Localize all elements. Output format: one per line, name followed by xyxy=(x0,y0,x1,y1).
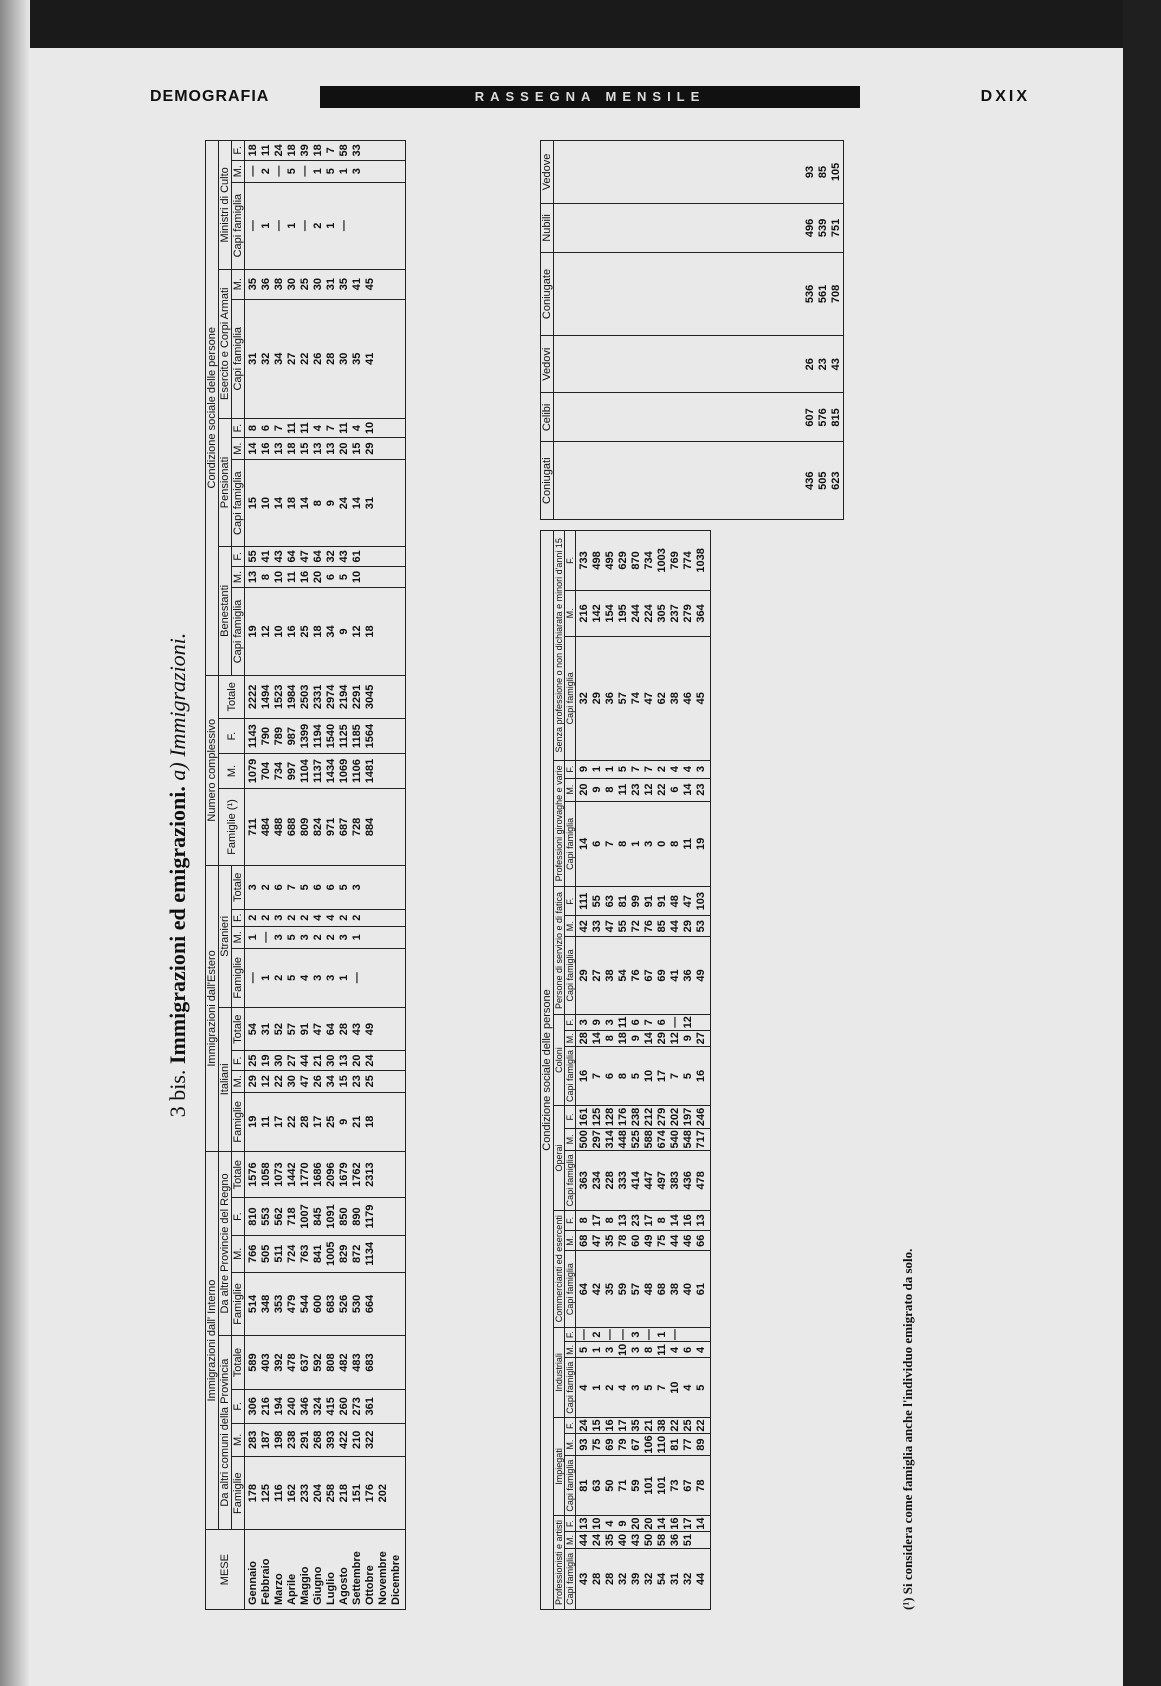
col-f: F. xyxy=(232,909,245,926)
col-f: F. xyxy=(232,1198,245,1235)
civil-status-table xyxy=(540,140,844,520)
c2: Capi famiglia xyxy=(565,1358,576,1418)
h-industriali: Industriali xyxy=(554,1327,565,1417)
h-senza: Senza professione o non dichiarata e minori d'anni 15 xyxy=(554,531,565,761)
h-impiegati: Impiegati xyxy=(554,1417,565,1515)
c2: Capi famiglia xyxy=(565,1456,576,1516)
cell: 16 7 6 8 5 10 17 7 5 16 xyxy=(576,1046,711,1106)
col-m: M. xyxy=(232,1235,245,1272)
scan-right-edge xyxy=(1123,0,1161,1686)
cell-b-capi: 19 12 10 16 25 18 34 9 12 18 xyxy=(245,588,406,675)
cell: 4 1 2 4 3 5 7 10 4 5 xyxy=(576,1358,711,1418)
c2: Capi famiglia xyxy=(565,1548,576,1609)
c2: F. xyxy=(565,887,576,916)
c2: M. xyxy=(565,778,576,801)
cell: 8 17 8 13 23 17 8 14 16 13 xyxy=(576,1210,711,1230)
header-n-m: M. xyxy=(219,754,245,789)
cell: 5 1 3 10 3 8 11 4 6 4 xyxy=(576,1342,711,1358)
col-m: M. xyxy=(232,269,245,299)
cell-celibi: 607 576 815 xyxy=(554,393,844,442)
h-prof: Professionisti e artisti xyxy=(554,1515,565,1609)
cell: 32 29 36 57 74 47 62 38 46 45 xyxy=(576,637,711,761)
title-italic: a) Immigrazioni. xyxy=(165,632,190,781)
col-f: F. xyxy=(232,418,245,437)
c2: F. xyxy=(565,760,576,778)
cell: 43 28 28 32 39 32 54 31 32 44 xyxy=(576,1548,711,1609)
cell-i-tot: 54 31 52 57 91 47 64 28 43 49 xyxy=(245,1007,406,1051)
c2: M. xyxy=(565,590,576,636)
cell-b-m: 13 8 10 11 16 20 6 5 10 xyxy=(245,566,406,588)
cell-pe-capi: 15 10 14 18 14 8 9 24 14 31 xyxy=(245,460,406,547)
cell: 44 24 35 40 43 50 58 36 51 xyxy=(576,1532,711,1548)
cell: 3 9 3 11 6 7 6 — 12 xyxy=(576,1014,711,1030)
c2: F. xyxy=(565,1327,576,1342)
cell-i-m: 29 12 22 30 47 26 34 15 23 25 xyxy=(245,1070,406,1092)
cell: 733 498 495 629 870 734 1003 769 774 1038 xyxy=(576,531,711,591)
cell: 93 75 69 79 67 106 110 81 77 89 xyxy=(576,1433,711,1455)
col-tot: Totale xyxy=(232,865,245,909)
h-celibi: Celibi xyxy=(541,393,554,442)
footnote: (¹) Si considera come famiglia anche l'individuo emigrato da solo. xyxy=(900,1248,915,1610)
col-f: F. xyxy=(232,547,245,566)
header-pensionati: Pensionati xyxy=(219,418,232,546)
c2: M. xyxy=(565,1342,576,1358)
cell: 64 42 35 59 57 48 68 38 40 61 xyxy=(576,1251,711,1327)
cell: 14 6 7 8 1 3 0 8 11 19 xyxy=(576,801,711,887)
cell-mi-capi: — 1 — 1 — 2 1 — xyxy=(245,182,406,269)
h-coniugati: Coniugati xyxy=(541,442,554,520)
scan-top-edge xyxy=(0,0,1161,48)
cell: 68 47 35 78 60 49 75 44 46 66 xyxy=(576,1231,711,1251)
cell-e-m: 35 36 38 30 25 30 31 35 41 45 xyxy=(245,269,406,299)
cell-p-fam: 514 348 353 479 544 600 683 526 530 664 xyxy=(245,1272,406,1335)
h-coloni: Coloni xyxy=(554,1014,565,1106)
col-capi: Capi famiglia xyxy=(232,460,245,547)
h-operai: Operai xyxy=(554,1106,565,1210)
cell: 13 10 4 9 20 20 14 16 17 14 xyxy=(576,1515,711,1531)
cell-e-capi: 31 32 34 27 22 26 28 30 35 41 xyxy=(245,299,406,418)
cell-s-tot: 3 2 6 7 5 6 6 5 3 xyxy=(245,865,406,909)
cell-vedove: 93 85 105 xyxy=(554,141,844,204)
t2-group-header: Condizione sociale delle persone xyxy=(541,531,554,1610)
col-tot: Totale xyxy=(232,1151,245,1198)
immigration-table xyxy=(205,140,406,1610)
col-fam: Famiglie xyxy=(232,1092,245,1151)
c2: M. xyxy=(565,1231,576,1251)
col-capi: Capi famiglia xyxy=(232,299,245,418)
cell-s-f: 2 2 3 2 2 4 4 2 2 xyxy=(245,909,406,926)
cell: 81 63 50 71 59 101 101 73 67 78 xyxy=(576,1456,711,1516)
header-province: Da altre Provincie del Regno xyxy=(219,1151,232,1335)
col-m: M. xyxy=(232,1070,245,1092)
header-esercito: Esercito e Corpi Armati xyxy=(219,269,232,418)
c2: Capi famiglia xyxy=(565,1046,576,1106)
h-giornata: Professioni girovaghe e varie xyxy=(554,760,565,887)
cell-c-fam: 178 125 116 162 233 204 258 218 151 176 202 xyxy=(245,1457,406,1530)
cell-mi-m: — 2 — 5 — 1 5 1 3 xyxy=(245,160,406,182)
c2: F. xyxy=(565,1106,576,1128)
c2: M. xyxy=(565,916,576,937)
cell-b-f: 55 41 43 64 47 64 32 43 61 xyxy=(245,547,406,566)
cell-i-f: 25 19 30 27 44 21 30 13 20 24 xyxy=(245,1051,406,1070)
cell: 29 27 38 54 76 67 69 41 36 49 xyxy=(576,937,711,1015)
c2: Capi famiglia xyxy=(565,1251,576,1327)
cell-c-m: 283 187 198 238 291 268 393 422 210 322 xyxy=(245,1423,406,1457)
cell-mi-f: 18 11 24 18 39 18 7 58 33 xyxy=(245,141,406,161)
c2: M. xyxy=(565,1030,576,1046)
c2: Capi famiglia xyxy=(565,937,576,1015)
col-tot: Totale xyxy=(232,1007,245,1051)
h-servizio: Persone di servizio e di fatica xyxy=(554,887,565,1015)
header-benestanti: Benestanti xyxy=(219,547,232,675)
mese-header: MESE xyxy=(206,1530,245,1610)
header-condizione: Condizione sociale delle persone xyxy=(206,141,219,676)
h-coniugate: Coniugate xyxy=(541,252,554,335)
header-stranieri: Stranieri xyxy=(219,865,232,1007)
cell: 111 55 63 81 99 91 91 48 47 103 xyxy=(576,887,711,916)
col-capi: Capi famiglia xyxy=(232,182,245,269)
rotated-table-page xyxy=(165,140,935,1610)
col-f: F. xyxy=(232,141,245,161)
cell-pe-f: 8 6 7 11 11 4 7 11 4 10 xyxy=(245,418,406,437)
cell-nubili: 496 539 751 xyxy=(554,203,844,252)
cell: — 2 — — 3 — 1 — xyxy=(576,1327,711,1342)
header-ministri: Ministri di Culto xyxy=(219,141,232,270)
cell: 500 297 314 448 525 588 674 540 548 717 xyxy=(576,1128,711,1150)
col-fam: Famiglie xyxy=(232,1457,245,1530)
cell-c-tot: 589 403 392 478 637 592 808 482 483 683 xyxy=(245,1336,406,1390)
cell-c-f: 306 216 194 240 346 324 415 260 273 361 xyxy=(245,1390,406,1424)
h-commercianti: Commercianti ed esercenti xyxy=(554,1210,565,1327)
cell-pe-m: 14 16 13 18 15 13 13 20 15 29 xyxy=(245,438,406,460)
cell: 216 142 154 195 244 224 305 237 279 364 xyxy=(576,590,711,636)
c2: M. xyxy=(565,1433,576,1455)
cell: 24 15 16 17 35 21 38 22 25 22 xyxy=(576,1417,711,1433)
col-fam: Famiglie xyxy=(232,948,245,1007)
cell-coniugati: 436 505 623 xyxy=(554,442,844,520)
section-title: DEMOGRAFIA xyxy=(150,88,270,105)
col-tot: Totale xyxy=(232,1336,245,1390)
c2: F. xyxy=(565,1515,576,1531)
col-m: M. xyxy=(232,160,245,182)
cell-i-fam: 19 11 17 22 28 17 25 9 21 18 xyxy=(245,1092,406,1151)
cell-n-fam: 711 484 488 688 809 824 971 687 728 884 xyxy=(245,788,406,865)
cell: 20 9 8 11 23 12 22 6 14 23 xyxy=(576,778,711,801)
scan-left-edge xyxy=(0,0,30,1686)
col-m: M. xyxy=(232,438,245,460)
header-n-tot: Totale xyxy=(219,675,245,719)
cell: 161 125 128 176 238 212 279 202 197 246 xyxy=(576,1106,711,1128)
cell-p-f: 810 553 562 718 1007 845 1091 850 890 1179 xyxy=(245,1198,406,1235)
cell-p-m: 766 505 511 724 763 841 1005 829 872 1134 xyxy=(245,1235,406,1272)
c2: Capi famiglia xyxy=(565,637,576,761)
header-estero: Immigrazioni dall'Estero xyxy=(206,865,219,1151)
header-famiglie-note: Famiglie (¹) xyxy=(219,788,245,865)
cell-coniugate: 536 561 708 xyxy=(554,252,844,335)
cell-s-fam: — 1 2 5 4 3 3 1 — xyxy=(245,948,406,1007)
h-nubili: Nubili xyxy=(541,203,554,252)
col-f: F. xyxy=(232,1051,245,1070)
c2: F. xyxy=(565,1210,576,1230)
header-italiani: Italiani xyxy=(219,1007,232,1151)
cell-n-m: 1079 704 734 997 1104 1137 1434 1069 1106 1481 xyxy=(245,754,406,789)
col-f: F. xyxy=(232,1390,245,1424)
header-complessivo: Numero complessivo xyxy=(206,675,219,865)
cell: 28 14 8 18 9 14 29 12 9 27 xyxy=(576,1030,711,1046)
cell-vedovi: 26 23 43 xyxy=(554,336,844,393)
table-title xyxy=(165,140,199,1610)
cell-n-f: 1143 790 789 987 1399 1194 1540 1125 1185 1564 xyxy=(245,719,406,754)
cell: 363 234 228 333 414 447 497 383 436 478 xyxy=(576,1150,711,1210)
h-vedovi: Vedovi xyxy=(541,336,554,393)
social-condition-table xyxy=(540,530,711,1610)
col-m: M. xyxy=(232,926,245,948)
col-capi: Capi famiglia xyxy=(232,588,245,675)
header-interno: Immigrazioni dall' Interno xyxy=(206,1151,219,1529)
header-n-f: F. xyxy=(219,719,245,754)
month-list: Gennaio Febbraio Marzo Aprile Maggio Giugno Luglio Agosto Settembre Ottobre Novembre Dicembre xyxy=(245,1530,406,1610)
c2: F. xyxy=(565,1417,576,1433)
col-m: M. xyxy=(232,566,245,588)
c2: M. xyxy=(565,1532,576,1548)
col-m: M. xyxy=(232,1423,245,1457)
c2: F. xyxy=(565,531,576,591)
journal-banner: RASSEGNA MENSILE xyxy=(320,86,860,108)
c2: Capi famiglia xyxy=(565,801,576,887)
cell: 42 33 47 55 72 76 85 44 29 53 xyxy=(576,916,711,937)
title-bold: Immigrazioni ed emigrazioni. xyxy=(165,786,190,1065)
page-number: DXIX xyxy=(980,88,1030,105)
c2: Capi famiglia xyxy=(565,1150,576,1210)
col-fam: Famiglie xyxy=(232,1272,245,1335)
page-header xyxy=(150,86,1030,114)
h-vedove: Vedove xyxy=(541,141,554,204)
cell-p-tot: 1576 1058 1073 1442 1770 1686 2096 1679 1762 2313 xyxy=(245,1151,406,1198)
c2: M. xyxy=(565,1128,576,1150)
cell-n-tot: 2222 1494 1523 1984 2503 2331 2974 2194 2291 3045 xyxy=(245,675,406,719)
cell: 9 1 1 5 7 7 2 4 4 3 xyxy=(576,760,711,778)
cell-s-m: 1 — 3 5 3 2 2 3 1 xyxy=(245,926,406,948)
title-prefix: 3 bis. xyxy=(165,1069,190,1118)
c2: F. xyxy=(565,1014,576,1030)
header-comuni: Da altri comuni della Provincia xyxy=(219,1336,232,1530)
